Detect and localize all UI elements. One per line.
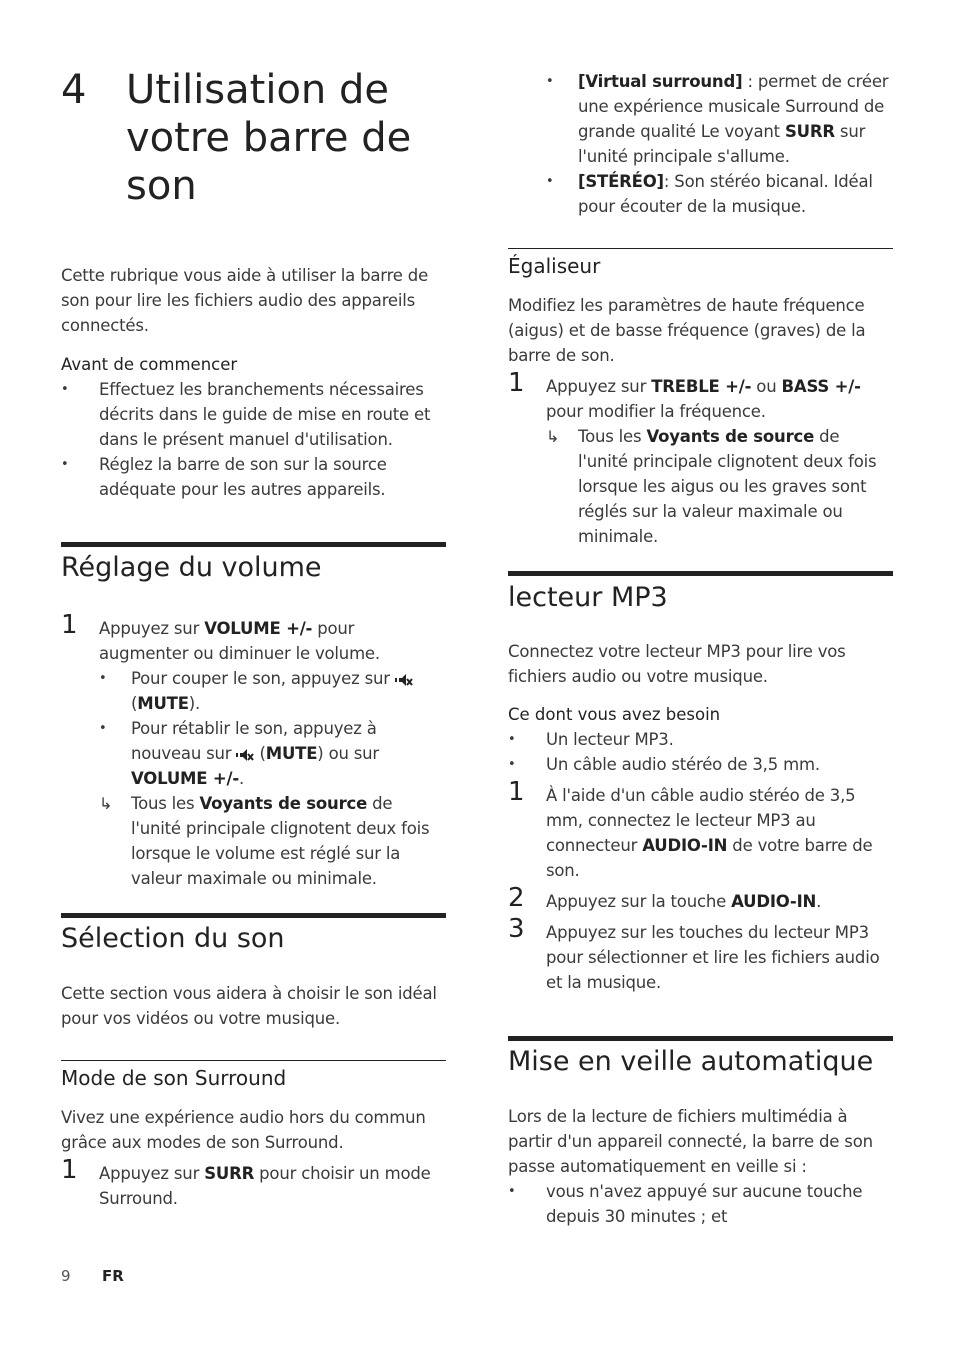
bullet-icon: • — [546, 74, 554, 89]
step-number: 1 — [508, 368, 525, 398]
chapter-number: 4 — [61, 67, 87, 113]
before-title: Avant de commencer — [61, 355, 238, 374]
mp3-steps — [508, 777, 893, 995]
section-title-standby: Mise en veille automatique — [508, 1046, 874, 1077]
bullet-icon: • — [61, 457, 69, 472]
intro-text: Cette rubrique vous aide à utiliser la barre de son pour lire les fichiers audio des appareils connectés. — [61, 266, 429, 335]
subsection-divider — [508, 248, 893, 249]
step-item: 3 Appuyez sur les touches du lecteur MP3 pour sélectionner et lire les fichiers audio et la musique. — [508, 914, 880, 992]
list-item: • [Virtual surround] : permet de créer une expérience musicale Surround de grande qualité Le voyant SURR sur l'unité principale s'allume. — [546, 69, 893, 169]
sound-text: Cette section vous aidera à choisir le son idéal pour vos vidéos ou votre musique. — [61, 984, 437, 1028]
mute-speaker-icon — [395, 674, 413, 686]
section-divider — [508, 1036, 893, 1041]
list-item: • [STÉRÉO]: Son stéréo bicanal. Idéal pour écouter de la musique. — [546, 169, 893, 219]
list-item: • vous n'avez appuyé sur aucune touche depuis 30 minutes ; et — [508, 1179, 893, 1229]
key-label: VOLUME +/- — [204, 619, 313, 638]
step-item: 1 À l'aide d'un câble audio stéréo de 3,5 mm, connectez le lecteur MP3 au connecteur AUDIO-IN de votre barre de son. — [508, 777, 873, 880]
chapter-title: Utilisation de votre barre de son — [126, 67, 412, 209]
section-divider — [508, 571, 893, 576]
subsection-divider — [61, 1060, 446, 1061]
step-number: 2 — [508, 883, 525, 913]
step-number: 1 — [61, 610, 78, 640]
bullet-icon: • — [508, 732, 516, 747]
list-item: • Un lecteur MP3. — [508, 727, 893, 752]
bullet-icon: • — [99, 721, 107, 736]
page-number: 9 — [61, 1267, 71, 1285]
section-title-sound: Sélection du son — [61, 923, 285, 954]
list-item: • Réglez la barre de son sur la source adéquate pour les autres appareils. — [61, 452, 446, 502]
step-item: 2 Appuyez sur la touche AUDIO-IN. — [508, 883, 822, 913]
step-number: 1 — [508, 777, 525, 807]
mute-speaker-icon — [236, 749, 254, 761]
language-code: FR — [102, 1267, 124, 1285]
arrow-result-icon: ↳ — [546, 427, 560, 446]
result-item: ↳ Tous les Voyants de source de l'unité principale clignotent deux fois lorsque le volume est réglé sur la valeur maximale ou minimale. — [99, 791, 446, 891]
mp3-text: Connectez votre lecteur MP3 pour lire vos fichiers audio ou votre musique. — [508, 642, 846, 686]
need-list — [508, 727, 893, 777]
list-item: • Pour couper le son, appuyez sur (MUTE). — [99, 666, 446, 716]
step-number: 1 — [61, 1155, 78, 1185]
bullet-icon: • — [61, 382, 69, 397]
list-item: • Pour rétablir le son, appuyez à nouveau sur (MUTE) ou sur VOLUME +/-. — [99, 716, 446, 791]
bullet-icon: • — [546, 174, 554, 189]
step-number: 3 — [508, 914, 525, 944]
section-title-volume: Réglage du volume — [61, 552, 322, 583]
section-divider — [61, 913, 446, 918]
need-title: Ce dont vous avez besoin — [508, 705, 721, 724]
bullet-icon: • — [508, 1184, 516, 1199]
section-title-mp3: lecteur MP3 — [508, 582, 668, 613]
list-item: • Un câble audio stéréo de 3,5 mm. — [508, 752, 893, 777]
equalizer-step-1: 1 Appuyez sur TREBLE +/- ou BASS +/- pour modifier la fréquence. ↳ Tous les Voyants de source de l'unité principale clignotent deux fois lorsque les aigus ou les graves sont réglés sur la valeur maximale ou minimale. — [508, 374, 893, 549]
arrow-result-icon: ↳ — [99, 794, 113, 813]
standby-list — [508, 1179, 893, 1229]
surround-text: Vivez une expérience audio hors du commun grâce aux modes de son Surround. — [61, 1108, 426, 1152]
volume-step-1: 1 Appuyez sur VOLUME +/- pour augmenter ou diminuer le volume. • Pour couper le son, appuyez sur (MUTE). • Pour rétablir le son, appuyez à nouveau sur (MUTE) ou sur VOLUME +/-. ↳ Tous les Voyants de source de l'unité principale clignotent deux fois lorsque le volume est réglé sur la valeur maximale ou minimale. — [61, 616, 446, 891]
equalizer-text: Modifiez les paramètres de haute fréquence (aigus) et de basse fréquence (graves) de la barre de son. — [508, 296, 866, 365]
section-divider — [61, 542, 446, 547]
list-item: • Effectuez les branchements nécessaires décrits dans le guide de mise en route et dans le présent manuel d'utilisation. — [61, 377, 446, 452]
result-item: ↳ Tous les Voyants de source de l'unité principale clignotent deux fois lorsque les aigus ou les graves sont réglés sur la valeur maximale ou minimale. — [546, 424, 893, 549]
standby-text: Lors de la lecture de fichiers multimédia à partir d'un appareil connecté, la barre de son passe automatiquement en veille si : — [508, 1107, 873, 1176]
bullet-icon: • — [99, 671, 107, 686]
before-list — [61, 377, 446, 502]
bullet-icon: • — [508, 757, 516, 772]
subsection-title-equalizer: Égaliseur — [508, 254, 601, 278]
surround-step-1: 1 Appuyez sur SURR pour choisir un mode Surround. — [61, 1155, 431, 1208]
subsection-title-surround: Mode de son Surround — [61, 1066, 287, 1090]
surround-mode-list — [508, 69, 893, 219]
